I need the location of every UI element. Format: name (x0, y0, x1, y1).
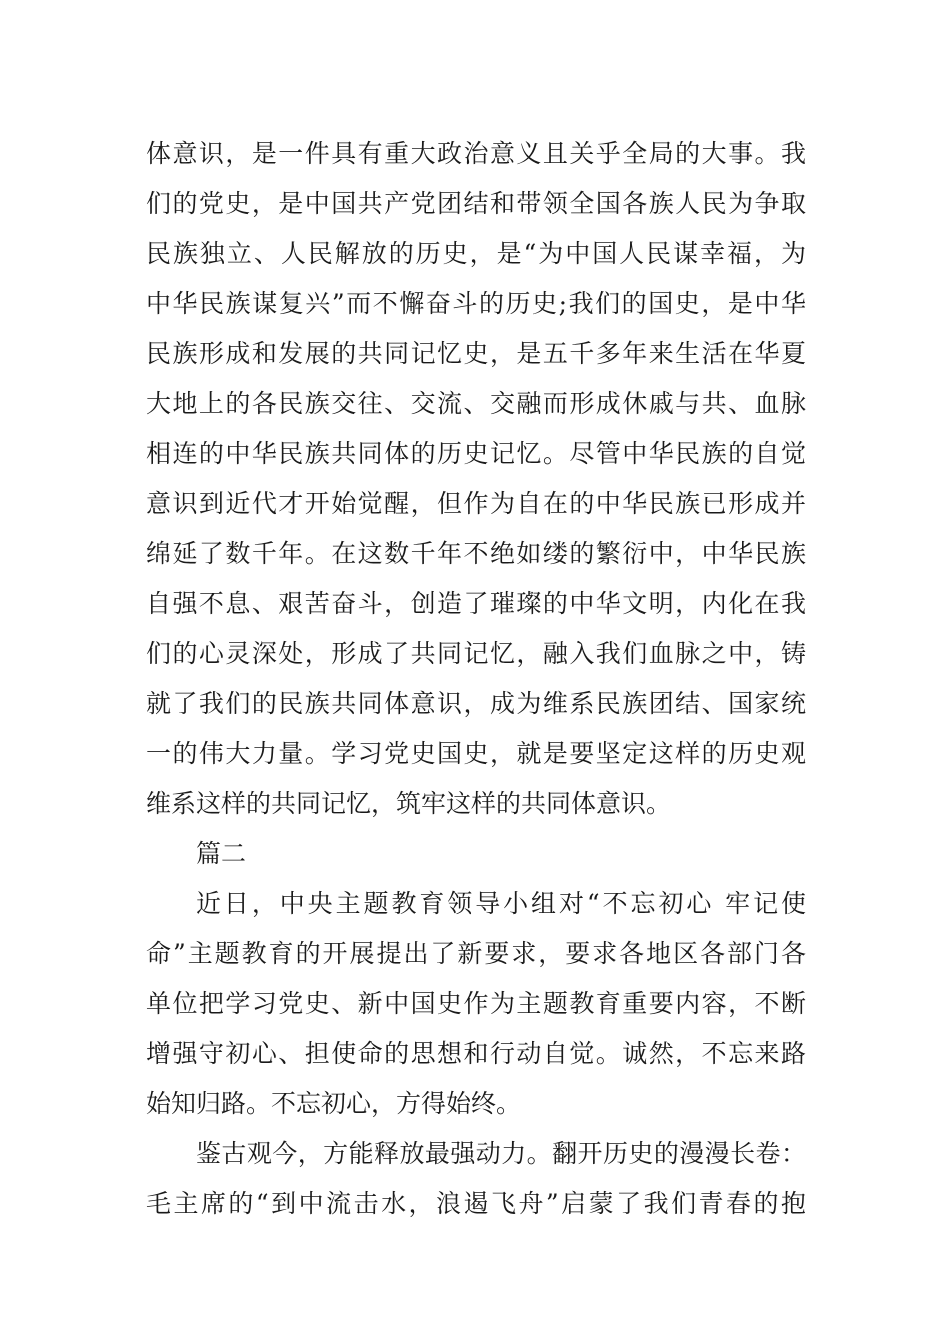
section-heading: 篇二 (196, 839, 247, 868)
text-line: 鉴古观今，方能释放最强动力。翻开历史的漫漫长卷： (196, 1139, 806, 1168)
text-line: 民族形成和发展的共同记忆史，是五千多年来生活在华夏 (146, 339, 806, 368)
text-line: 增强守初心、担使命的思想和行动自觉。诚然，不忘来路 (146, 1039, 806, 1068)
text-line: 维系这样的共同记忆，筑牢这样的共同体意识。 (146, 789, 672, 818)
text-line: 近日，中央主题教育领导小组对“不忘初心 牢记使 (196, 889, 806, 918)
text-line: 一的伟大力量。学习党史国史，就是要坚定这样的历史观 (146, 739, 806, 768)
text-line: 体意识，是一件具有重大政治意义且关乎全局的大事。我 (146, 139, 806, 168)
text-line: 单位把学习党史、新中国史作为主题教育重要内容，不断 (146, 989, 806, 1018)
text-line: 民族独立、人民解放的历史，是“为中国人民谋幸福，为 (146, 239, 806, 268)
text-line: 相连的中华民族共同体的历史记忆。尽管中华民族的自觉 (146, 439, 806, 468)
text-line: 意识到近代才开始觉醒，但作为自在的中华民族已形成并 (146, 489, 806, 518)
text-line: 毛主席的“到中流击水，浪遏飞舟”启蒙了我们青春的抱 (146, 1189, 806, 1218)
text-line: 们的心灵深处，形成了共同记忆，融入我们血脉之中，铸 (146, 639, 806, 668)
text-line: 中华民族谋复兴”而不懈奋斗的历史;我们的国史，是中华 (146, 289, 806, 318)
text-line: 大地上的各民族交往、交流、交融而形成休戚与共、血脉 (146, 389, 806, 418)
text-line: 们的党史，是中国共产党团结和带领全国各族人民为争取 (146, 189, 806, 218)
text-line: 绵延了数千年。在这数千年不绝如缕的繁衍中，中华民族 (146, 539, 806, 568)
text-line: 自强不息、艰苦奋斗，创造了璀璨的中华文明，内化在我 (146, 589, 806, 618)
text-line: 命”主题教育的开展提出了新要求，要求各地区各部门各 (146, 939, 806, 968)
text-line: 始知归路。不忘初心，方得始终。 (146, 1089, 522, 1118)
text-line: 就了我们的民族共同体意识，成为维系民族团结、国家统 (146, 689, 806, 718)
